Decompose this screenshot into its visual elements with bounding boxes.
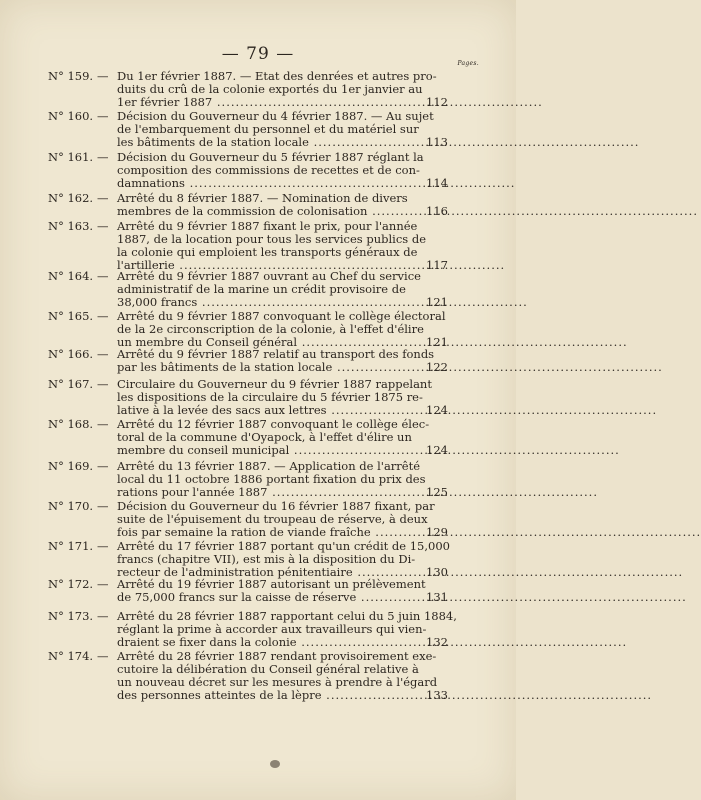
pages-column-label: Pages. (457, 60, 479, 67)
entry-line: Arrêté du 28 février 1887 rapportant celui du 5 juin 1884, (117, 609, 457, 623)
entry-description (117, 499, 435, 539)
entry-line: Arrêté du 9 février 1887 relatif au transport des fonds (117, 347, 435, 361)
entry-line: l'artillerie ..... (117, 259, 420, 272)
entry-number: N° 161. (48, 150, 94, 164)
entry-dash: — (97, 609, 109, 623)
entry-number: N° 166. (48, 347, 94, 361)
entry-number: N° 160. (48, 109, 94, 123)
entry-page-ref: 121 (426, 335, 448, 349)
entry-page-ref: 129 (426, 525, 448, 539)
entry-line: 1887, de la location pour tous les services publics de (117, 232, 427, 246)
entry-line: francs (chapitre VII), est mis à la disposition du Di- (117, 552, 416, 566)
entry-number: N° 170. (48, 499, 94, 513)
entry-page-ref: 114 (426, 176, 448, 190)
entry-line: Arrêté du 28 février 1887 rendant provisoirement exe- (117, 649, 437, 663)
entry-dash: — (97, 539, 109, 553)
entry-line: local du 11 octobre 1886 portant fixation du prix des (117, 472, 426, 486)
entry-number: N° 169. (48, 459, 94, 473)
entry-line: Arrêté du 19 février 1887 autorisant un prélèvement (117, 577, 426, 591)
entry-line: draient se fixer dans la colonie ..... (117, 636, 420, 649)
entry-line: membre du conseil municipal ..... (117, 444, 420, 457)
entry-line: lative à la levée des sacs aux lettres ..... (117, 404, 420, 417)
entry-dash: — (97, 219, 109, 233)
entry-line: des personnes atteintes de la lèpre ..... (117, 689, 420, 702)
entry-number: N° 159. (48, 69, 94, 83)
entry-number: N° 163. (48, 219, 94, 233)
entry-line: fois par semaine la ration de viande fraîche ..... (117, 526, 420, 539)
entry-line: un nouveau décret sur les mesures à prendre à l'égard (117, 675, 438, 689)
entry-dash: — (97, 347, 109, 361)
entry-line: Arrêté du 8 février 1887. — Nomination de divers (117, 191, 408, 205)
entry-page-ref: 124 (426, 403, 448, 417)
entry-dash: — (97, 109, 109, 123)
entry-dash: — (97, 69, 109, 83)
entry-page-ref: 130 (426, 565, 448, 579)
entry-dash: — (97, 191, 109, 205)
entry-description (117, 417, 430, 457)
entry-line: de la 2e circonscription de la colonie, à l'effet d'élire (117, 322, 424, 336)
entry-page-ref: 131 (426, 590, 448, 604)
entry-number: N° 167. (48, 377, 94, 391)
entry-dash: — (97, 459, 109, 473)
entry-number: N° 164. (48, 269, 94, 283)
entry-line: un membre du Conseil général ..... (117, 336, 420, 349)
entry-line: damnations ..... (117, 177, 420, 190)
entry-number: N° 172. (48, 577, 94, 591)
entry-line: de l'embarquement du personnel et du matériel sur (117, 122, 419, 136)
entry-page-ref: 117 (426, 258, 448, 272)
entry-description (117, 270, 420, 309)
entry-line: Arrêté du 9 février 1887 ouvrant au Chef du service (117, 269, 421, 283)
entry-line: composition des commissions de recettes et de con- (117, 163, 420, 177)
entry-line: recteur de l'administration pénitentiaire ..... (117, 566, 420, 579)
entry-page-ref: 122 (426, 360, 448, 374)
entry-description (117, 219, 427, 272)
entry-dash: — (97, 649, 109, 663)
entry-line: toral de la commune d'Oyapock, à l'effet d'élire un (117, 430, 412, 444)
entry-number: N° 174. (48, 649, 94, 663)
entry-description (117, 347, 435, 374)
entry-number: N° 173. (48, 609, 94, 623)
entry-line: réglant la prime à accorder aux travailleurs qui vien- (117, 622, 427, 636)
entry-page-ref: 112 (426, 95, 448, 109)
entry-number: N° 162. (48, 191, 94, 205)
entry-line: Arrêté du 9 février 1887 convoquant le collège électoral (117, 309, 446, 323)
entry-dash: — (97, 309, 109, 323)
entry-dash: — (97, 150, 109, 164)
entry-line: membres de la commission de colonisation ..... (117, 205, 420, 218)
entry-dash: — (97, 499, 109, 513)
entry-page-ref: 133 (426, 688, 448, 702)
entry-dash: — (97, 417, 109, 431)
entry-line: Arrêté du 13 février 1887. — Application de l'arrêté (117, 459, 421, 473)
entry-line: rations pour l'année 1887 ..... (117, 486, 420, 499)
entry-page-ref: 132 (426, 635, 448, 649)
entry-number: N° 168. (48, 417, 94, 431)
entry-line: Circulaire du Gouverneur du 9 février 1887 rappelant (117, 377, 432, 391)
entry-line: cutoire la délibération du Conseil général relative à (117, 662, 419, 676)
entry-line: Du 1er février 1887. — Etat des denrées et autres pro- (117, 69, 437, 83)
entry-line: Arrêté du 9 février 1887 fixant le prix, pour l'année (117, 219, 418, 233)
entry-line: suite de l'épuisement du troupeau de réserve, à deux (117, 512, 428, 526)
entry-page-ref: 124 (426, 443, 448, 457)
entry-dash: — (97, 377, 109, 391)
entry-line: les dispositions de la circulaire du 5 février 1875 re- (117, 390, 423, 404)
entry-line: les bâtiments de la station locale ..... (117, 136, 420, 149)
entry-page-ref: 113 (426, 135, 448, 149)
entry-line: 38,000 francs ..... (117, 296, 420, 309)
entry-number: N° 171. (48, 539, 94, 553)
entry-description (117, 459, 426, 499)
entry-line: la colonie qui emploient les transports généraux de (117, 245, 418, 259)
entry-number: N° 165. (48, 309, 94, 323)
entry-line: par les bâtiments de la station locale ..... (117, 361, 420, 374)
entry-line: 1er février 1887 ..... (117, 96, 420, 109)
entry-line: administratif de la marine un crédit provisoire de (117, 282, 406, 296)
entry-description (117, 109, 434, 149)
page-number: — 79 — (221, 44, 295, 64)
entry-page-ref: 125 (426, 485, 448, 499)
entry-dash: — (97, 577, 109, 591)
entry-line: Décision du Gouverneur du 4 février 1887. — Au sujet (117, 109, 434, 123)
entry-description (117, 577, 426, 604)
ink-smudge (270, 760, 280, 768)
entry-line: duits du crû de la colonie exportés du 1er janvier au (117, 82, 423, 96)
entry-page-ref: 121 (426, 295, 448, 309)
entry-description (117, 150, 424, 190)
entry-line: Arrêté du 17 février 1887 portant qu'un crédit de 15,000 (117, 539, 450, 553)
entry-description (117, 192, 420, 218)
entry-line: Décision du Gouverneur du 5 février 1887 réglant la (117, 150, 424, 164)
entry-line: Décision du Gouverneur du 16 février 1887 fixant, par (117, 499, 435, 513)
entry-line: Arrêté du 12 février 1887 convoquant le collège élec- (117, 417, 430, 431)
entry-line: de 75,000 francs sur la caisse de réserve ..... (117, 591, 420, 604)
entry-page-ref: 116 (426, 204, 448, 218)
entry-dash: — (97, 269, 109, 283)
entry-description (117, 377, 432, 417)
